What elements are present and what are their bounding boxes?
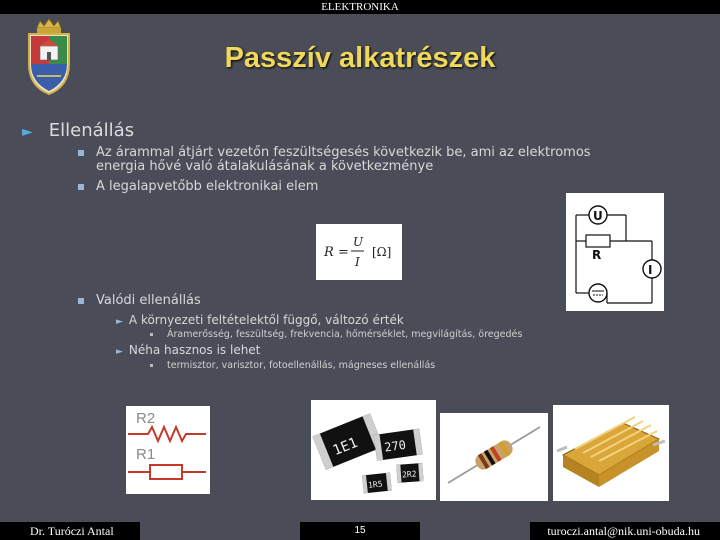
smd-code-4: 2R2	[401, 469, 417, 480]
square-bullet-icon	[78, 150, 84, 156]
sub-bullet-1-line1: Az árammal átjárt vezetőn feszültségesés következik be, ami az elektromos	[96, 145, 591, 160]
bullet-arrow-icon: ►	[116, 347, 123, 357]
circuit-label-i: I	[648, 263, 653, 277]
sub-bullet-3	[78, 294, 201, 308]
smd-code-3: 1R5	[367, 479, 383, 490]
square-bullet-icon	[78, 184, 84, 190]
sub-bullet-2	[78, 180, 318, 194]
smd-resistors-image	[311, 400, 436, 500]
circuit-label-r: R	[592, 248, 602, 262]
sub-bullet-2-text: A legalapvetőbb elektronikai elem	[96, 179, 319, 194]
footer-page-box	[300, 522, 420, 540]
sub-bullet-3b	[116, 343, 260, 357]
main-bullet	[22, 120, 134, 141]
sub-bullet-3a-detail-text: Áramerősség, feszültség, frekvencia, hőmérséklet, megvilágítás, öregedés	[167, 329, 523, 340]
formula-numerator: U	[353, 235, 364, 249]
bullet-arrow-icon: ►	[22, 124, 33, 140]
footer-email: turoczi.antal@nik.uni-obuda.hu	[547, 524, 700, 538]
symbol-label-r1: R1	[136, 446, 156, 463]
small-bullet-icon	[150, 333, 153, 336]
smd-code-2: 270	[383, 437, 407, 455]
small-bullet-icon	[150, 364, 153, 367]
power-resistor-image	[553, 405, 669, 501]
footer-page-number: 15	[354, 525, 366, 536]
header-title: ELEKTRONIKA	[321, 1, 399, 13]
sub-bullet-1	[78, 146, 591, 160]
formula-eq: =	[338, 245, 349, 260]
ohm-law-formula	[316, 224, 402, 280]
sub-bullet-3a	[116, 313, 404, 327]
formula-denominator: I	[355, 255, 360, 269]
through-hole-resistor-image	[440, 413, 548, 501]
formula-unit: [Ω]	[372, 245, 392, 259]
header-bar	[0, 0, 720, 14]
symbol-label-r2: R2	[136, 410, 156, 427]
footer-email-box	[530, 522, 720, 540]
sub-bullet-3-text: Valódi ellenállás	[96, 293, 201, 308]
smd-code-1: 1E1	[330, 434, 361, 460]
resistor-symbols-image	[126, 406, 210, 494]
circuit-label-u: U	[593, 209, 603, 223]
sub-bullet-3b-detail-text: termisztor, varisztor, fotoellenállás, mágneses ellenállás	[167, 360, 436, 371]
sub-bullet-3b-detail	[150, 360, 435, 371]
university-crest-logo	[22, 16, 76, 98]
formula-lhs: R	[324, 245, 334, 260]
sub-bullet-3b-text: Néha hasznos is lehet	[128, 343, 261, 357]
sub-bullet-1-line2: energia hővé való átalakulásának a következménye	[96, 159, 434, 174]
sub-bullet-3a-text: A környezeti feltételektől függő, változó érték	[128, 313, 404, 327]
bullet-arrow-icon: ►	[116, 317, 123, 327]
sub-bullet-3a-detail	[150, 329, 522, 340]
main-bullet-text: Ellenállás	[48, 120, 135, 141]
circuit-diagram	[566, 193, 664, 311]
square-bullet-icon	[78, 298, 84, 304]
slide-title: Passzív alkatrészek	[224, 42, 496, 74]
footer-author-box	[0, 522, 140, 540]
footer-author: Dr. Turóczi Antal	[30, 524, 114, 538]
